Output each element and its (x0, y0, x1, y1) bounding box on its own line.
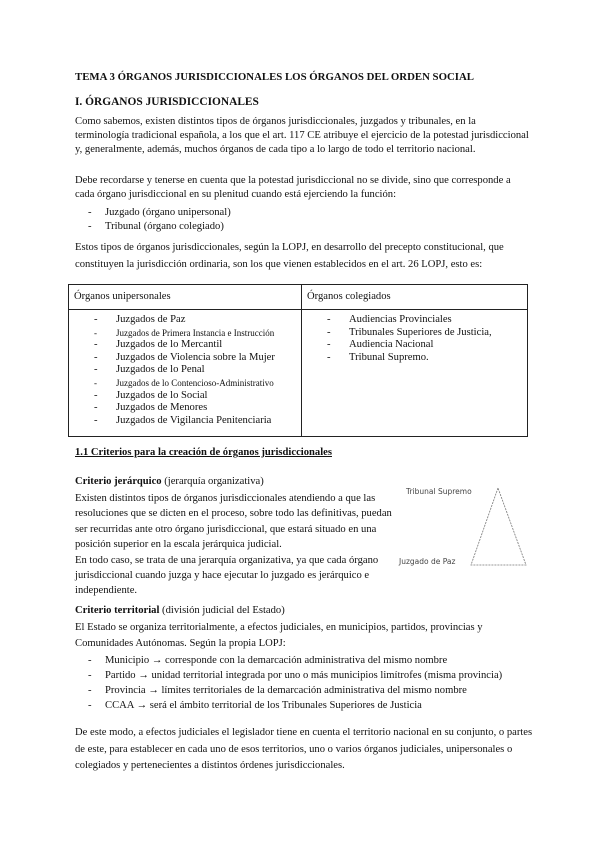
diagram-label-bottom: Juzgado de Paz (399, 557, 456, 566)
diagram-label-top: Tribunal Supremo (406, 487, 472, 496)
list-item: - Juzgados de Violencia sobre la Mujer (74, 352, 296, 365)
criterion-subtitle: (división judicial del Estado) (159, 605, 285, 616)
paragraph: Como sabemos, existen distintos tipos de órganos jurisdiccionales, juzgados y tribunales, en la terminología tradicional española, a los que el art. 117 CE atribuye el ejercicio de la potestad jurisdiccional y, generalmente, además, muchos órganos de cada tipo a lo largo de todo el territorio nacional. (75, 116, 529, 155)
paragraph: Debe recordarse y tenerse en cuenta que la potestad jurisdiccional no se divide, sino que corresponde a cada órgano jurisdiccional en su plenitud cuando está ejerciendo la función: (75, 175, 511, 200)
list-item: - Juzgados de lo Social (74, 390, 296, 403)
table-header: Órganos colegiados (302, 285, 528, 310)
criterion-heading (75, 605, 530, 616)
list-item: - Tribunales Superiores de Justicia, (307, 327, 522, 340)
list-item: - Partido → unidad territorial integrada por uno o más municipios limítrofes (misma provincia) (75, 668, 545, 683)
list-item: - Provincia → límites territoriales de la demarcación administrativa del mismo nombre (75, 683, 545, 698)
paragraph: El Estado se organiza territorialmente, a efectos judiciales, en municipios, partidos, provincias y Comunidades Autónomas. Según la propia LOPJ: (75, 622, 483, 649)
criterion-subtitle: (jerarquía organizativa) (161, 476, 264, 487)
unipersonales-list (74, 314, 296, 427)
paragraph-text: Existen distintos tipos de órganos jurisdiccionales atendiendo a que las resoluciones que se dicten en el proceso, sobre todo las definitivas, puedan ser recurridas ante otro órgano jurisdiccional, que estará situado en una posición superior en la escala jerárquica judicial. (75, 493, 392, 551)
list-item: - Tribunal Supremo. (307, 352, 522, 365)
criterion-heading (75, 476, 530, 487)
paragraph: De este modo, a efectos judiciales el legislador tiene en cuenta el territorio nacional en su conjunto, o partes de este, para establecer en cada uno de esos territorios, uno o varios órganos judiciales, unipersonales o colegiados y pertenecientes a distintos órdenes jurisdiccionales. (75, 727, 533, 771)
list-item: - Juzgados de Menores (74, 402, 296, 415)
list-item: - Juzgados de Paz (74, 314, 296, 327)
colegiados-list (307, 314, 522, 364)
table-header: Órganos unipersonales (69, 285, 302, 310)
paragraph (75, 491, 395, 599)
criterion-title: Criterio jerárquico (75, 476, 162, 487)
subsection-heading: 1.1 Criterios para la creación de órganos jurisdiccionales (75, 447, 332, 458)
bullet-list (75, 653, 545, 713)
list-item: - Juzgados de lo Mercantil (74, 339, 296, 352)
list-item: - Juzgados de Primera Instancia e Instrucción (74, 327, 296, 340)
organos-table (68, 284, 528, 437)
bullet-list (75, 206, 530, 234)
list-item: - Audiencias Provinciales (307, 314, 522, 327)
list-item: - Juzgado (órgano unipersonal) (75, 206, 530, 220)
paragraph-text: En todo caso, se trata de una jerarquía organizativa, ya que cada órgano jurisdiccional cuando juzga y hace ejecutar lo juzgado es jerárquico e independiente. (75, 554, 379, 597)
criterion-title: Criterio territorial (75, 605, 160, 616)
hierarchy-triangle (465, 485, 531, 567)
list-item: - CCAA → será el ámbito territorial de los Tribunales Superiores de Justicia (75, 698, 545, 713)
list-item: - Audiencia Nacional (307, 339, 522, 352)
section-heading: I. ÓRGANOS JURISDICCIONALES (75, 96, 259, 108)
list-item: - Tribunal (órgano colegiado) (75, 220, 530, 234)
document-title: TEMA 3 ÓRGANOS JURISDICCIONALES LOS ÓRGANOS DEL ORDEN SOCIAL (75, 71, 474, 83)
list-item: - Juzgados de Vigilancia Penitenciaria (74, 415, 296, 428)
list-item: - Municipio → corresponde con la demarcación administrativa del mismo nombre (75, 653, 545, 668)
paragraph: Estos tipos de órganos jurisdiccionales, según la LOPJ, en desarrollo del precepto constitucional, que constituyen la jurisdicción ordinaria, son los que vienen establecidos en el art. 26 LOPJ, esto es: (75, 242, 504, 270)
list-item: - Juzgados de lo Contencioso-Administrativo (74, 377, 296, 390)
list-item: - Juzgados de lo Penal (74, 364, 296, 377)
